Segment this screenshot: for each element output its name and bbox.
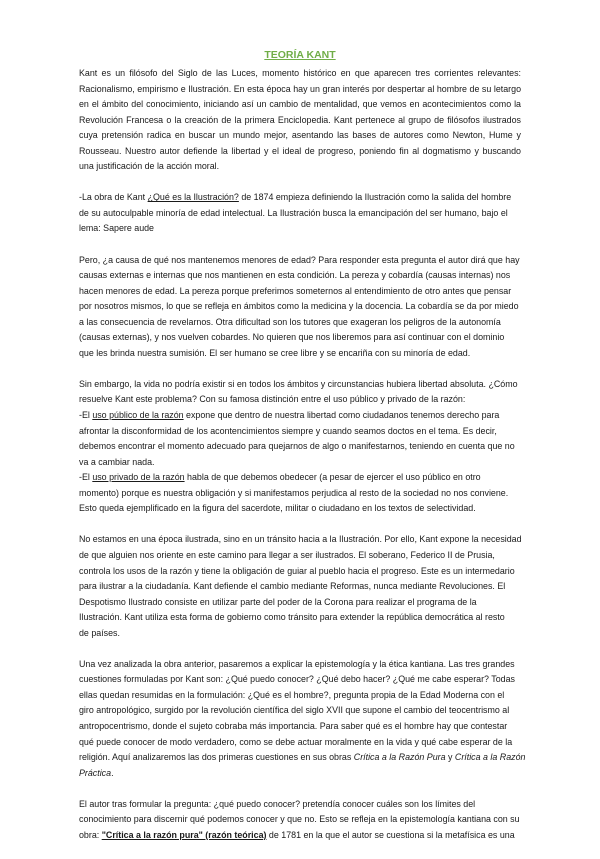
text-segment: religión. Aquí analizaremos las dos primeras cuestiones en sus obras — [79, 752, 354, 763]
text-line — [79, 66, 521, 82]
paragraph — [79, 253, 521, 362]
emphasized-text: Crítica a la Razón — [454, 752, 526, 763]
text-segment: qué puede conocer de modo verdadero, como se debe actuar moralmente en la vida y qué cabe esperar de la — [79, 736, 513, 747]
text-line — [79, 82, 521, 98]
paragraph — [79, 532, 521, 641]
text-segment: ellas quedan resumidas en la formulación: ¿Qué es el hombre?, pregunta propia de la Edad Moderna con el — [79, 689, 505, 700]
text-segment: . — [111, 767, 114, 778]
text-line — [79, 812, 521, 828]
text-segment: cuestiones formuladas por Kant son: ¿Qué puedo conocer? ¿Qué debo hacer? ¿Qué me cabe esperar? Todas — [79, 674, 515, 685]
text-line — [79, 221, 521, 237]
text-line — [79, 268, 521, 284]
text-line — [79, 735, 521, 751]
text-line — [79, 284, 521, 300]
text-line — [79, 579, 521, 595]
text-segment: por nosotros mismos, lo que se refleja en ámbitos como la medicina y la docencia. La cobardía se da por miedo — [79, 301, 519, 312]
text-line — [79, 672, 521, 688]
text-line — [79, 719, 521, 735]
text-segment: antropocentrismo, donde el sujeto cobraba más importancia. Para saber qué es el hombre hay que contestar — [79, 720, 508, 731]
text-line — [79, 486, 521, 502]
text-segment: hacen menores de edad. La pereza porque preferimos someternos al entendimiento de otro antes que pensar — [79, 285, 512, 296]
text-segment: va a cambiar nada. — [79, 456, 155, 467]
text-segment: Pero, ¿a causa de qué nos mantenemos menores de edad? Para responder esta pregunta el autor dirá que hay — [79, 254, 520, 265]
emphasized-text: "Crítica a la razón pura" (razón teórica) — [101, 829, 267, 840]
text-segment: momento) porque es nuestra obligación y si manifestamos perjudica al resto de la sociedad no nos conviene. — [79, 487, 509, 498]
text-line — [79, 330, 521, 346]
text-line — [79, 392, 521, 408]
text-line — [79, 828, 521, 844]
text-segment: debemos encontrar el momento adecuado para quejarnos de algo o manifestarnos, teniendo en cuenta que no — [79, 441, 515, 452]
text-line — [79, 626, 521, 642]
text-segment: que les brinda nuestra sumisión. El ser humano se cree libre y se encariña con su minoría de edad. — [79, 347, 471, 358]
text-line — [79, 424, 521, 440]
document-title: TEORÍA KANT — [264, 49, 336, 61]
text-segment: lema: Sapere aude — [79, 223, 154, 234]
text-segment: No estamos en una época ilustrada, sino en un tránsito hacia a la Ilustración. Por ello, Kant expone la necesidad — [79, 534, 522, 545]
text-line — [79, 377, 521, 393]
text-segment: afrontar la disconformidad de los acontencimientos siempre y cuando seamos doctos en el tema. Es decir, — [79, 425, 497, 436]
text-line — [79, 206, 521, 222]
emphasized-text: Crítica a la Razón Pura — [353, 752, 446, 763]
text-line — [79, 532, 521, 548]
text-segment: obra: — [79, 829, 102, 840]
text-line — [79, 346, 521, 362]
text-line — [79, 299, 521, 315]
text-segment: Kant es un filósofo del Siglo de las Luces, momento histórico en que aparecen tres corrientes relevantes: — [79, 68, 521, 78]
text-line — [79, 610, 521, 626]
text-segment: Revolución Francesa o la creación de la primera Enciclopedia. Kant pertenece al grupo de filósofos ilustrados — [79, 114, 521, 125]
text-line — [79, 703, 521, 719]
text-segment: de su autoculpable minoría de edad intelectual. La Ilustración busca la emancipación del ser humano, bajo el — [79, 207, 508, 218]
text-segment: -La obra de Kant — [79, 192, 148, 203]
text-line — [79, 564, 521, 580]
text-line — [79, 439, 521, 455]
text-line — [79, 408, 521, 424]
paragraph — [79, 657, 526, 781]
text-segment: causas externas e internas que nos mantienen en esta condición. La pereza y cobardía (causas internas) nos — [79, 270, 511, 281]
text-segment: de países. — [79, 627, 120, 638]
paragraph — [79, 377, 521, 517]
text-line — [79, 190, 521, 206]
text-segment: -El — [79, 410, 93, 421]
text-segment: Racionalismo, empirismo e Ilustración. En esta época hay un gran interés por despertar al hombre de su letargo — [79, 83, 521, 94]
text-segment: a las consecuencia de revelarnos. Otra dificultad son los tutores que exageran los peligros de la autonomía — [79, 316, 501, 327]
text-segment: en el ámbito del conocimiento, iniciando así un cambio de mentalidad, que vemos en acontecimientos como la — [79, 99, 521, 110]
text-segment: y — [445, 752, 455, 763]
paragraph — [79, 797, 521, 844]
text-line — [79, 501, 521, 517]
text-line — [79, 253, 521, 269]
text-segment: expone que dentro de nuestra libertad como ciudadanos tenemos derecho para — [183, 410, 500, 421]
text-segment: Ilustración. Kant utiliza esta forma de gobierno como tránsito para extender la república democrática al resto — [79, 612, 505, 623]
text-segment: de 1781 en la que el autor se cuestiona si la metafísica es una — [266, 829, 515, 840]
text-segment: El autor tras formular la pregunta: ¿qué puedo conocer? pretendía conocer cuáles son los límites del — [79, 798, 476, 809]
text-segment: resuelve Kant este problema? Con su famosa distinción entre el uso público y privado de la razón: — [79, 394, 466, 405]
text-segment: -El — [79, 472, 93, 483]
text-line — [79, 97, 521, 113]
emphasized-text: Práctica — [79, 767, 112, 778]
paragraph — [79, 190, 521, 237]
paragraph — [79, 66, 521, 175]
emphasized-text: uso privado de la razón — [92, 472, 185, 483]
text-segment: para ilustrar a la ciudadanía. Kant defiende el cambio mediante Reformas, nunca mediante Revoluciones. El — [79, 581, 506, 592]
text-segment: controla los usos de la razón y tiene la obligación de guiar al pueblo hacia el progreso. Este es un intermedario — [79, 565, 515, 576]
text-line — [79, 688, 521, 704]
text-segment: Esto queda ejemplificado en la figura del sacerdote, militar o ciudadano en los textos de selectividad. — [79, 503, 476, 514]
text-line — [79, 470, 521, 486]
text-line — [79, 548, 521, 564]
text-line — [79, 657, 521, 673]
text-segment: Sin embargo, la vida no podría existir si en todos los ámbitos y circunstancias hubiera libertad absoluta. ¿Cómo — [79, 378, 518, 389]
text-segment: Rousseau. Nuestro autor defiende la libertad y el ideal de progreso, poniendo fin al dogmatismo y buscando — [79, 145, 521, 156]
text-segment: Despotismo Ilustrado consiste en utilizar parte del poder de la Corona para realizar el programa de la — [79, 596, 477, 607]
text-line — [79, 315, 521, 331]
document-body — [79, 66, 526, 859]
text-line — [79, 113, 521, 129]
text-segment: Una vez analizada la obra anterior, pasaremos a explicar la epistemología y la ética kantiana. Las tres grandes — [79, 658, 515, 669]
text-segment: cuya pretensión radica en buscar un mundo mejor, asentando las bases de autores como Newton, Hume y — [79, 130, 521, 141]
text-segment: una justificación de la acción moral. — [79, 161, 220, 172]
emphasized-text: uso público de la razón — [92, 410, 184, 421]
text-segment: habla de que debemos obedecer (a pesar de ejercer el uso público en otro — [184, 472, 481, 483]
text-line — [79, 455, 521, 471]
text-segment: giro antropológico, surgido por la revolución científica del siglo XVII que supone el cambio del teocentrismo al — [79, 705, 510, 716]
text-line — [79, 159, 521, 175]
emphasized-text: ¿Qué es la Ilustración? — [147, 192, 239, 203]
text-segment: de que alguien nos oriente en este camino para llegar a ser ilustrados. El soberano, Federico II de Prusia, — [79, 549, 495, 560]
text-line — [79, 595, 521, 611]
text-line — [79, 144, 521, 160]
text-line — [79, 797, 521, 813]
text-line — [79, 750, 526, 766]
text-segment: de 1874 empieza definiendo la Ilustración como la salida del hombre — [238, 192, 512, 203]
text-segment: conocimiento para discernir qué podemos conocer y que no. Esto se refleja en la epistemología kantiana con su — [79, 814, 520, 825]
text-segment: (causas externas), y nos vuelven cobardes. No quieren que nos liberemos para así continuar con el dominio — [79, 332, 505, 343]
text-line — [79, 766, 521, 782]
text-line — [79, 128, 521, 144]
